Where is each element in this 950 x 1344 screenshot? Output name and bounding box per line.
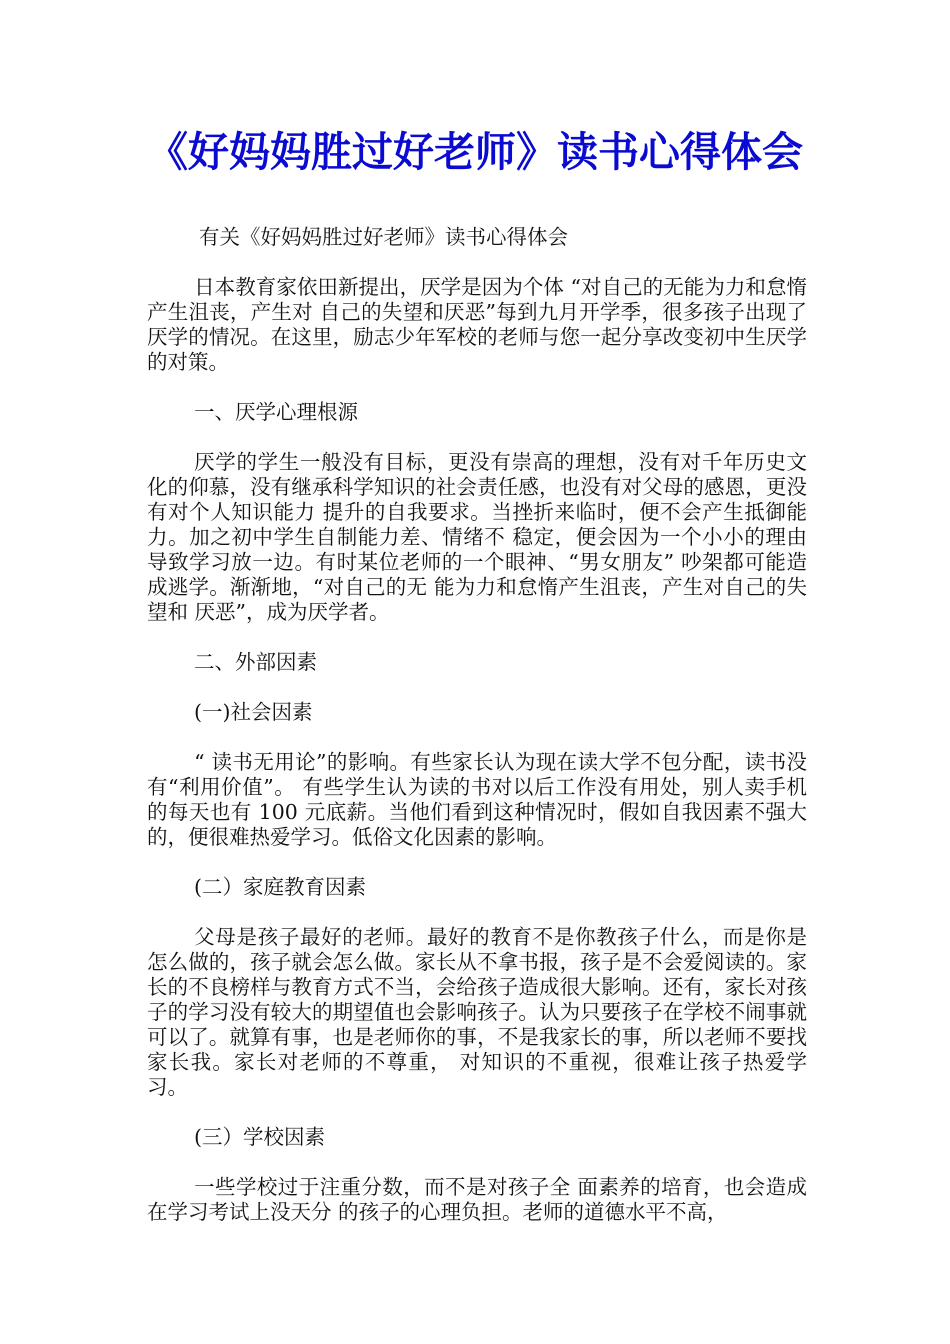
section-heading-1: 一、厌学心理根源: [194, 400, 358, 424]
subsection-heading-social: (一)社会因素: [194, 700, 313, 724]
paragraph-social: “ 读书无用论”的影响。有些家长认为现在读大学不包分配，读书没有“利用价值”。 有些学生认为读的书对以后工作没有用处，别人卖手机的每天也有 100 元底薪。当他们看到这种情况时，假如自我因素不强大的，便很难热爱学习。低俗文化因素的影响。: [147, 750, 807, 849]
subsection-heading-school: (三）学校因素: [194, 1125, 325, 1149]
section-heading-2: 二、外部因素: [194, 650, 317, 674]
document-subtitle: 有关《好妈妈胜过好老师》读书心得体会: [199, 225, 568, 249]
document-title: 《好妈妈胜过好老师》读书心得体会: [147, 128, 803, 176]
subsection-heading-family: (二）家庭教育因素: [194, 875, 366, 899]
paragraph-school: 一些学校过于注重分数，而不是对孩子全 面素养的培育，也会造成在学习考试上没天分 的孩子的心理负担。老师的道德水平不高，: [147, 1175, 807, 1224]
paragraph-intro: 日本教育家依田新提出，厌学是因为个体 “对自己的无能为力和怠惰产生沮丧，产生对 自己的失望和厌恶”每到九月开学季，很多孩子出现了厌学的情况。在这里，励志少年军校的老师与您一起分享改变初中生厌学的对策。: [147, 275, 807, 374]
paragraph-roots: 厌学的学生一般没有目标，更没有崇高的理想，没有对千年历史文化的仰慕，没有继承科学知识的社会责任感，也没有对父母的感恩，更没有对个人知识能力 提升的自我要求。当挫折来临时，便不会产生抵御能力。加之初中学生自制能力差、情绪不 稳定，便会因为一个小小的理由导致学习放一边。有时某位老师的一个眼神、“男女朋友” 吵架都可能造成逃学。渐渐地，“对自己的无 能为力和怠惰产生沮丧，产生对自己的失望和 厌恶”，成为厌学者。: [147, 450, 807, 624]
document-body: [147, 225, 807, 1250]
paragraph-family: 父母是孩子最好的老师。最好的教育不是你教孩子什么，而是你是怎么做的，孩子就会怎么做。家长从不拿书报，孩子是不会爱阅读的。家长的不良榜样与教育方式不当，会给孩子造成很大影响。还有，家长对孩子的学习没有较大的期望值也会影响孩子。认为只要孩子在学校不闹事就可以了。就算有事，也是老师你的事，不是我家长的事，所以老师不要找家长我。家长对老师的不尊重， 对知识的不重视，很难让孩子热爱学习。: [147, 925, 807, 1099]
